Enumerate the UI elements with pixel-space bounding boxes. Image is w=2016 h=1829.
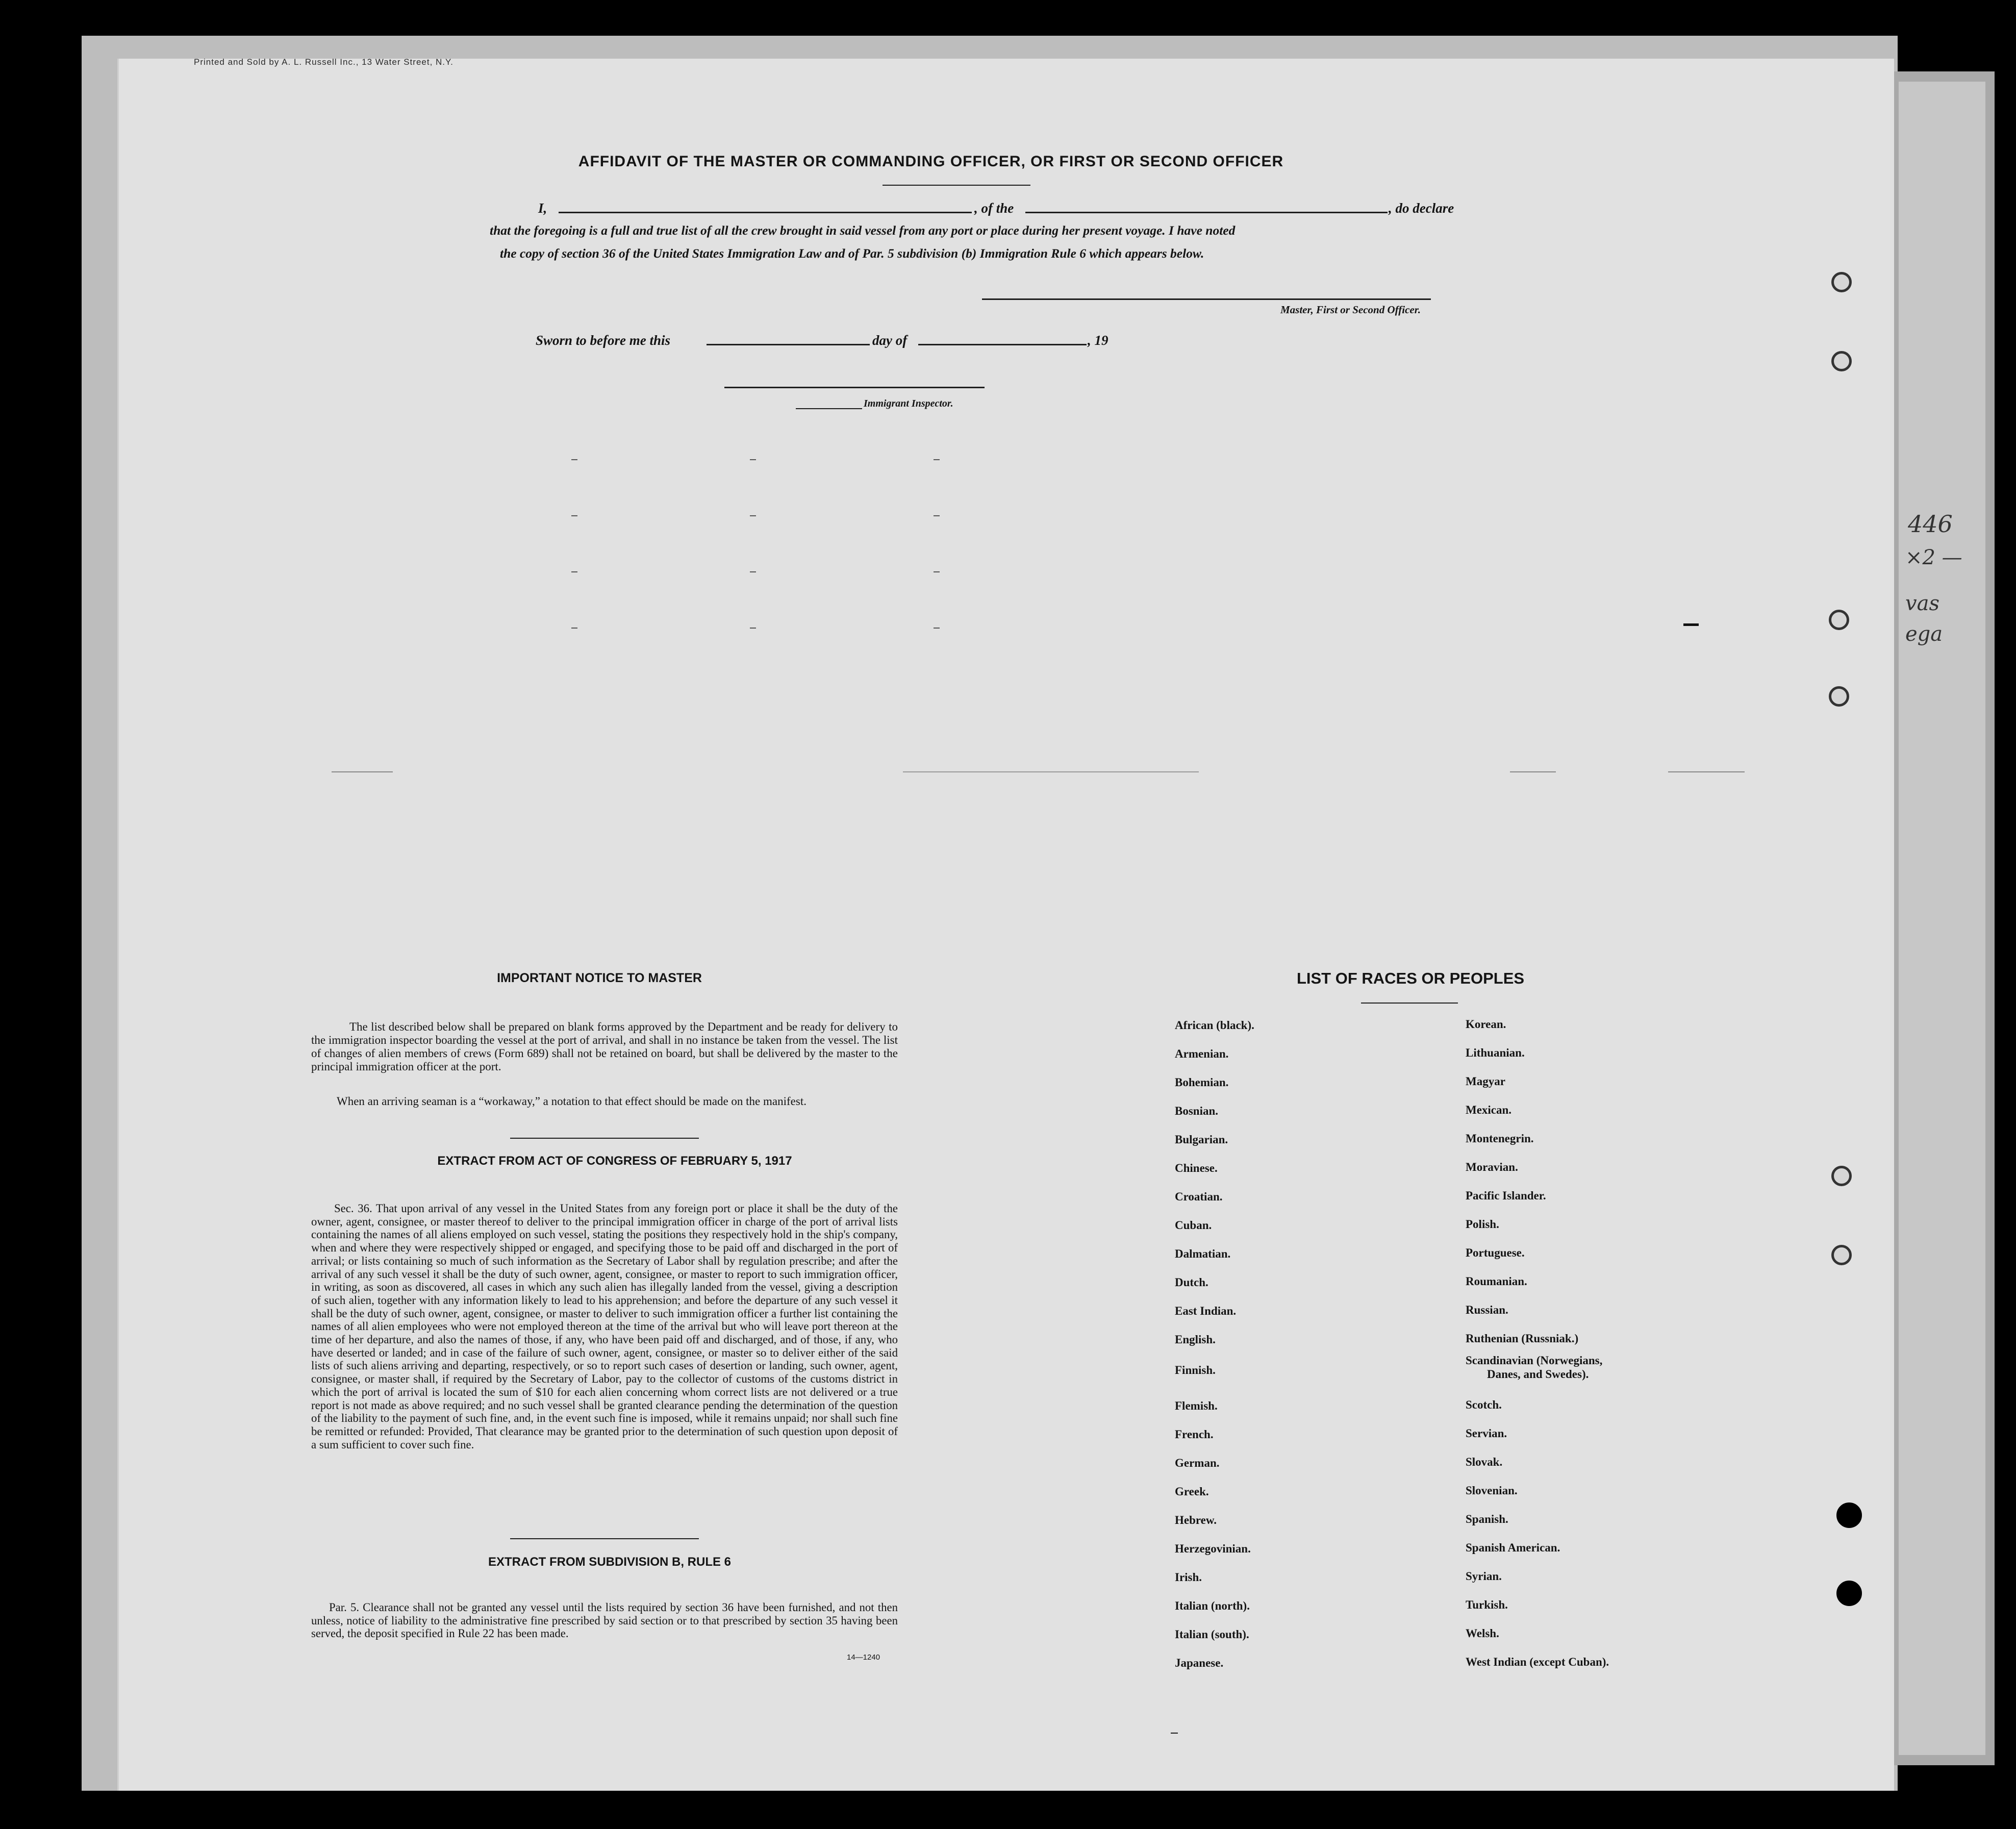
notice-paragraph-2	[311, 1095, 898, 1108]
race-item: Scandinavian (Norwegians,	[1466, 1354, 1603, 1367]
binder-hole	[1829, 610, 1849, 630]
vessel-blank	[1025, 212, 1388, 213]
name-blank	[559, 212, 972, 213]
printer-line: Printed and Sold by A. L. Russell Inc., 13 Water Street, N.Y.	[194, 57, 453, 67]
par5-text	[311, 1601, 898, 1640]
manifest-page	[117, 59, 1894, 1791]
race-item: Dutch.	[1175, 1276, 1208, 1289]
margin-note-3: ega	[1905, 622, 1943, 646]
race-item: German.	[1175, 1457, 1220, 1469]
affidavit-i: I,	[538, 201, 547, 216]
ruling-mark	[934, 628, 940, 629]
race-item: African (black).	[1175, 1019, 1254, 1032]
race-item: Italian (north).	[1175, 1599, 1250, 1612]
notice-para2-text: When an arriving seaman is a “workaway,” a notation to that effect should be made on the manifest.	[337, 1095, 807, 1108]
par5-body: Par. 5. Clearance shall not be granted any vessel until the lists required by section 36 have been furnished, and not then unless, notice of liability to the administrative fine prescribed by said section or to that prescribed by section 35 having been served, the deposit specified in Rule 22 has been made.	[311, 1601, 898, 1640]
race-item: Magyar	[1466, 1075, 1505, 1088]
race-item: Portuguese.	[1466, 1246, 1525, 1259]
ruling-mark	[571, 515, 577, 516]
ruling-mark	[571, 571, 577, 572]
section-rule	[510, 1538, 699, 1539]
binder-hole	[1831, 351, 1852, 371]
races-title: LIST OF RACES OR PEOPLES	[1296, 969, 1525, 987]
affidavit-declare: , do declare	[1389, 201, 1454, 216]
race-item: Mexican.	[1466, 1104, 1512, 1116]
race-item: East Indian.	[1175, 1305, 1237, 1317]
race-item: Russian.	[1466, 1304, 1508, 1316]
affidavit-line-2: that the foregoing is a full and true list of all the crew brought in said vessel from any port or place during her present voyage. I have noted	[490, 223, 1236, 238]
faint-rule	[1668, 771, 1745, 772]
section-36-body: Sec. 36. That upon arrival of any vessel in the United States from any foreign port or place it shall be the duty of the owner, agent, consignee, or master thereof to deliver to the principal immigration officer in charge of the port of arrival lists containing the names of all aliens employed on such vessel, stating the positions they respectively hold in the ship's company, when and where they were respectively shipped or engaged, and specifying those to be paid off and discharged in the port of arrival; or lists containing so much of such information as the Secretary of Labor shall by regulation prescribe; and after the arrival of any such vessel it shall be the duty of such owner, agent, consignee, or master to report to such immigration officer, in writing, as soon as discovered, all cases in which any such alien has illegally landed from the vessel, giving a description of such alien, together with any information likely to lead to his apprehension; and before the departure of any such vessel it shall be the duty of such owner, agent, consignee, or master to deliver to such immigration officer a further list containing the names of all alien employees who were not employed thereon at the time of the arrival but who will leave port thereon at the time of her departure, and also the names of those, if any, who have been paid off and discharged, and of those, if any, who have deserted or landed; and in case of the failure of such owner, agent, consignee, or master so to deliver either of the said lists of such aliens arriving and departing, respectively, or so to report such cases of desertion or landing, such owner, agent, consignee, or master shall, if required by the Secretary of Labor, pay to the collector of customs of the customs district in which the port of arrival is located the sum of $10 for each alien concerning whom correct lists are not delivered or a true report is not made as above required; and no such vessel shall be granted clearance pending the determination of the question of the liability to the payment of such fine, and, in the event such fine is imposed, while it remains unpaid; nor shall such fine be remitted or refunded: Provided, That clearance may be granted prior to the determination of such question upon deposit of a sum sufficient to cover such fine.	[311, 1202, 898, 1451]
races-title-rule	[1361, 1003, 1458, 1004]
race-item: Lithuanian.	[1466, 1046, 1525, 1059]
race-item: Servian.	[1466, 1427, 1507, 1440]
year-text: , 19	[1088, 333, 1108, 348]
month-blank	[918, 344, 1087, 345]
margin-note-1: ×2 —	[1905, 546, 1962, 569]
ruling-mark	[750, 628, 756, 629]
affidavit-of-the: , of the	[974, 201, 1014, 216]
race-item: Ruthenian (Russniak.)	[1466, 1332, 1579, 1345]
binder-hole	[1831, 1245, 1852, 1265]
binder-hole	[1831, 272, 1852, 292]
race-item: West Indian (except Cuban).	[1466, 1656, 1609, 1668]
race-item: Croatian.	[1175, 1190, 1223, 1203]
race-item: Bosnian.	[1175, 1105, 1219, 1117]
race-item: Irish.	[1175, 1571, 1202, 1584]
race-item: Scotch.	[1466, 1398, 1502, 1411]
ruling-mark	[750, 459, 756, 460]
race-item: Welsh.	[1466, 1627, 1499, 1640]
race-item: Roumanian.	[1466, 1275, 1527, 1288]
day-of-text: day of	[872, 333, 908, 348]
binder-hole	[1829, 686, 1849, 707]
race-item: Montenegrin.	[1466, 1132, 1534, 1145]
inspector-signature-line	[724, 387, 985, 388]
race-item: Spanish.	[1466, 1513, 1508, 1525]
ruling-mark	[1683, 623, 1699, 626]
race-item: French.	[1175, 1428, 1214, 1441]
master-label: Master, First or Second Officer.	[1280, 304, 1421, 316]
race-item: Slovenian.	[1466, 1484, 1518, 1497]
faint-rule	[332, 771, 393, 772]
notice-title: IMPORTANT NOTICE TO MASTER	[497, 971, 702, 985]
margin-number: 446	[1908, 510, 1953, 538]
affidavit-line-3: the copy of section 36 of the United States Immigration Law and of Par. 5 subdivision (b) Immigration Rule 6 which appears below.	[500, 246, 1204, 261]
extract2-title: EXTRACT FROM SUBDIVISION B, RULE 6	[488, 1555, 732, 1569]
race-item: Armenian.	[1175, 1047, 1229, 1060]
title-rule	[883, 185, 1030, 186]
race-item: Flemish.	[1175, 1399, 1218, 1412]
race-item: Bohemian.	[1175, 1076, 1229, 1089]
race-item: Syrian.	[1466, 1570, 1502, 1583]
ruling-mark	[750, 571, 756, 572]
race-item: Cuban.	[1175, 1219, 1212, 1232]
notice-paragraph-1	[311, 1020, 898, 1073]
sworn-text: Sworn to before me this	[536, 333, 671, 348]
race-item: Turkish.	[1466, 1598, 1508, 1611]
race-item: Spanish American.	[1466, 1541, 1560, 1554]
extract1-title: EXTRACT FROM ACT OF CONGRESS OF FEBRUARY 5, 1917	[437, 1154, 792, 1168]
section-36-text	[311, 1202, 898, 1451]
binder-hole	[1836, 1502, 1862, 1528]
ruling-mark	[934, 459, 940, 460]
faint-rule	[903, 771, 1199, 772]
ruling-mark	[934, 571, 940, 572]
affidavit-title: AFFIDAVIT OF THE MASTER OR COMMANDING OFFICER, OR FIRST OR SECOND OFFICER	[578, 153, 1284, 170]
race-item: Greek.	[1175, 1485, 1209, 1498]
bottom-mark	[1171, 1733, 1178, 1734]
binder-hole	[1831, 1166, 1852, 1186]
race-item: Pacific Islander.	[1466, 1189, 1546, 1202]
margin-note-2: vas	[1905, 592, 1939, 615]
ruling-mark	[750, 515, 756, 516]
race-item: Bulgarian.	[1175, 1133, 1228, 1146]
inspector-blank	[796, 408, 862, 409]
race-item: Danes, and Swedes).	[1487, 1368, 1589, 1381]
form-number: 14—1240	[847, 1653, 880, 1662]
faint-rule	[1510, 771, 1556, 772]
inspector-label: Immigrant Inspector.	[864, 398, 953, 409]
race-item: Japanese.	[1175, 1657, 1224, 1669]
binder-hole	[1836, 1581, 1862, 1606]
sworn-day-blank	[707, 344, 870, 345]
race-item: Herzegovinian.	[1175, 1542, 1251, 1555]
race-item: English.	[1175, 1333, 1216, 1346]
race-item: Hebrew.	[1175, 1514, 1217, 1526]
ruling-mark	[571, 459, 577, 460]
adjacent-page-strip	[1899, 82, 1985, 1755]
race-item: Chinese.	[1175, 1162, 1218, 1174]
race-item: Italian (south).	[1175, 1628, 1249, 1641]
race-item: Korean.	[1466, 1018, 1506, 1031]
section-rule	[510, 1138, 699, 1139]
race-item: Dalmatian.	[1175, 1247, 1231, 1260]
master-signature-line	[982, 298, 1431, 300]
race-item: Finnish.	[1175, 1364, 1216, 1376]
race-item: Slovak.	[1466, 1456, 1503, 1468]
race-item: Moravian.	[1466, 1161, 1518, 1173]
ruling-mark	[571, 628, 577, 629]
ruling-mark	[934, 515, 940, 516]
notice-para1-text: The list described below shall be prepared on blank forms approved by the Department and be ready for delivery to the immigration inspector boarding the vessel at the port of arrival, and shall in no instance be taken from the vessel. The list of changes of alien members of crews (Form 689) shall not be retained on board, but shall be delivered by the master to the principal immigration officer at the port.	[311, 1020, 898, 1073]
race-item: Polish.	[1466, 1218, 1499, 1231]
